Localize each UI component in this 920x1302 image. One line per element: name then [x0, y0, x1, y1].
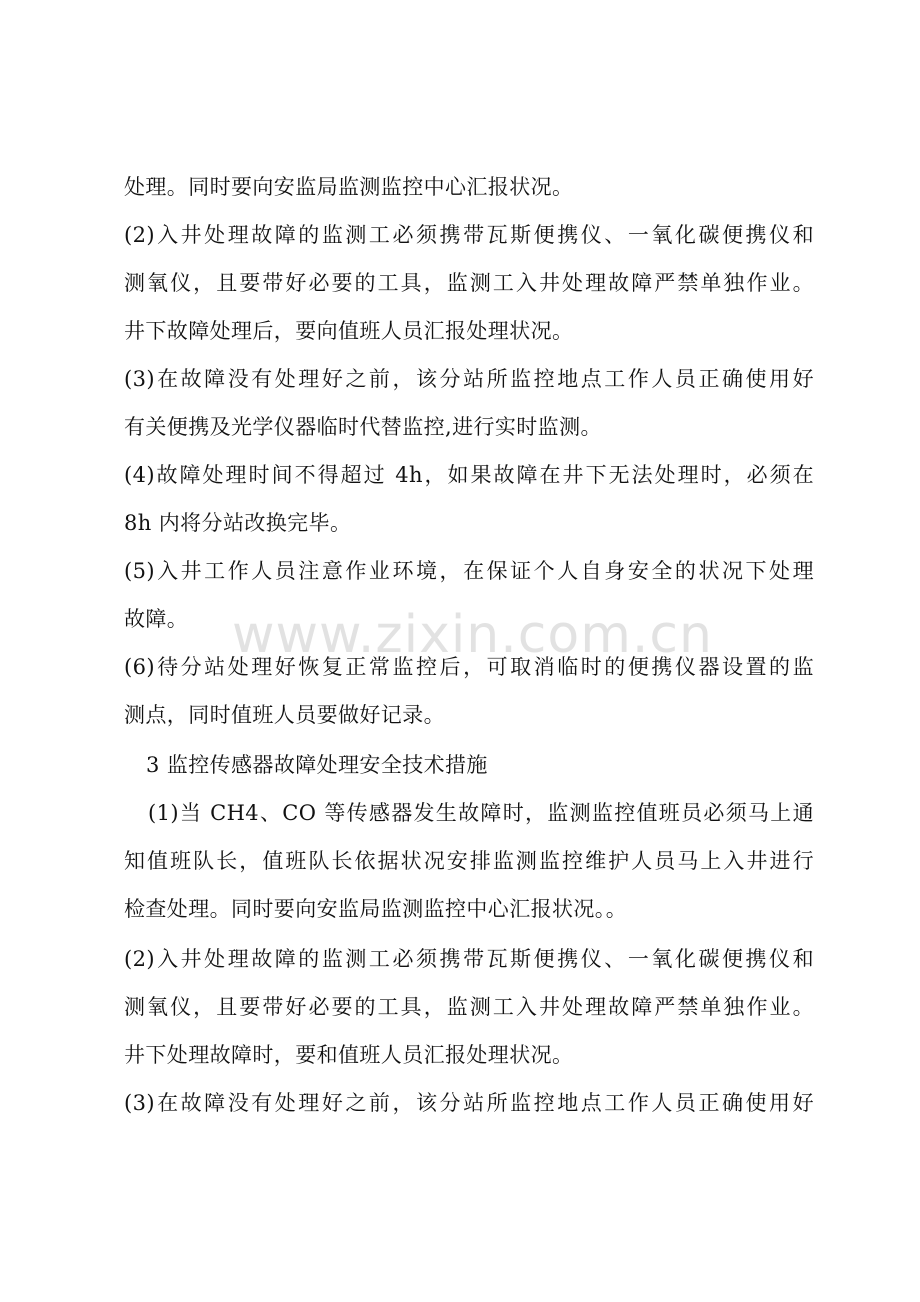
- text-line: (3)在故障没有处理好之前，该分站所监控地点工作人员正确使用好: [124, 1091, 814, 1115]
- text-line: (2)入井处理故障的监测工必须携带瓦斯便携仪、一氧化碳便携仪和: [124, 223, 814, 247]
- text-line: (4)故障处理时间不得超过 4h，如果故障在井下无法处理时，必须在: [124, 463, 814, 487]
- text-line: 井下处理故障时，要和值班人员汇报处理状况。: [124, 1043, 574, 1067]
- watermark: www.zixin.com.cn: [232, 605, 713, 665]
- text-line: (3)在故障没有处理好之前，该分站所监控地点工作人员正确使用好: [124, 367, 814, 391]
- text-line: 测氧仪，且要带好必要的工具，监测工入井处理故障严禁单独作业。: [124, 271, 814, 295]
- text-line: 检查处理。同时要向安监局监测监控中心汇报状况。。: [124, 897, 628, 921]
- text-line: (6)待分站处理好恢复正常监控后，可取消临时的便携仪器设置的监: [124, 655, 814, 679]
- text-line: 8h 内将分站改换完毕。: [124, 511, 352, 535]
- text-line: 测点，同时值班人员要做好记录。: [124, 703, 445, 727]
- text-line: 知值班队长，值班队长依据状况安排监测监控维护人员马上入井进行: [124, 849, 814, 873]
- text-line: 有关便携及光学仪器临时代替监控,进行实时监测。: [124, 415, 602, 439]
- section-heading: 3 监控传感器故障处理安全技术措施: [146, 753, 488, 777]
- text-line: (1)当 CH4、CO 等传感器发生故障时，监测监控值班员必须马上通: [148, 801, 814, 825]
- text-line: 井下故障处理后，要向值班人员汇报处理状况。: [124, 319, 574, 343]
- text-line: 处理。同时要向安监局监测监控中心汇报状况。: [124, 175, 574, 199]
- text-line: (5)入井工作人员注意作业环境，在保证个人自身安全的状况下处理: [124, 559, 814, 583]
- text-line: 测氧仪，且要带好必要的工具，监测工入井处理故障严禁单独作业。: [124, 995, 814, 1019]
- text-line: (2)入井处理故障的监测工必须携带瓦斯便携仪、一氧化碳便携仪和: [124, 947, 814, 971]
- text-line: 故障。: [124, 607, 189, 631]
